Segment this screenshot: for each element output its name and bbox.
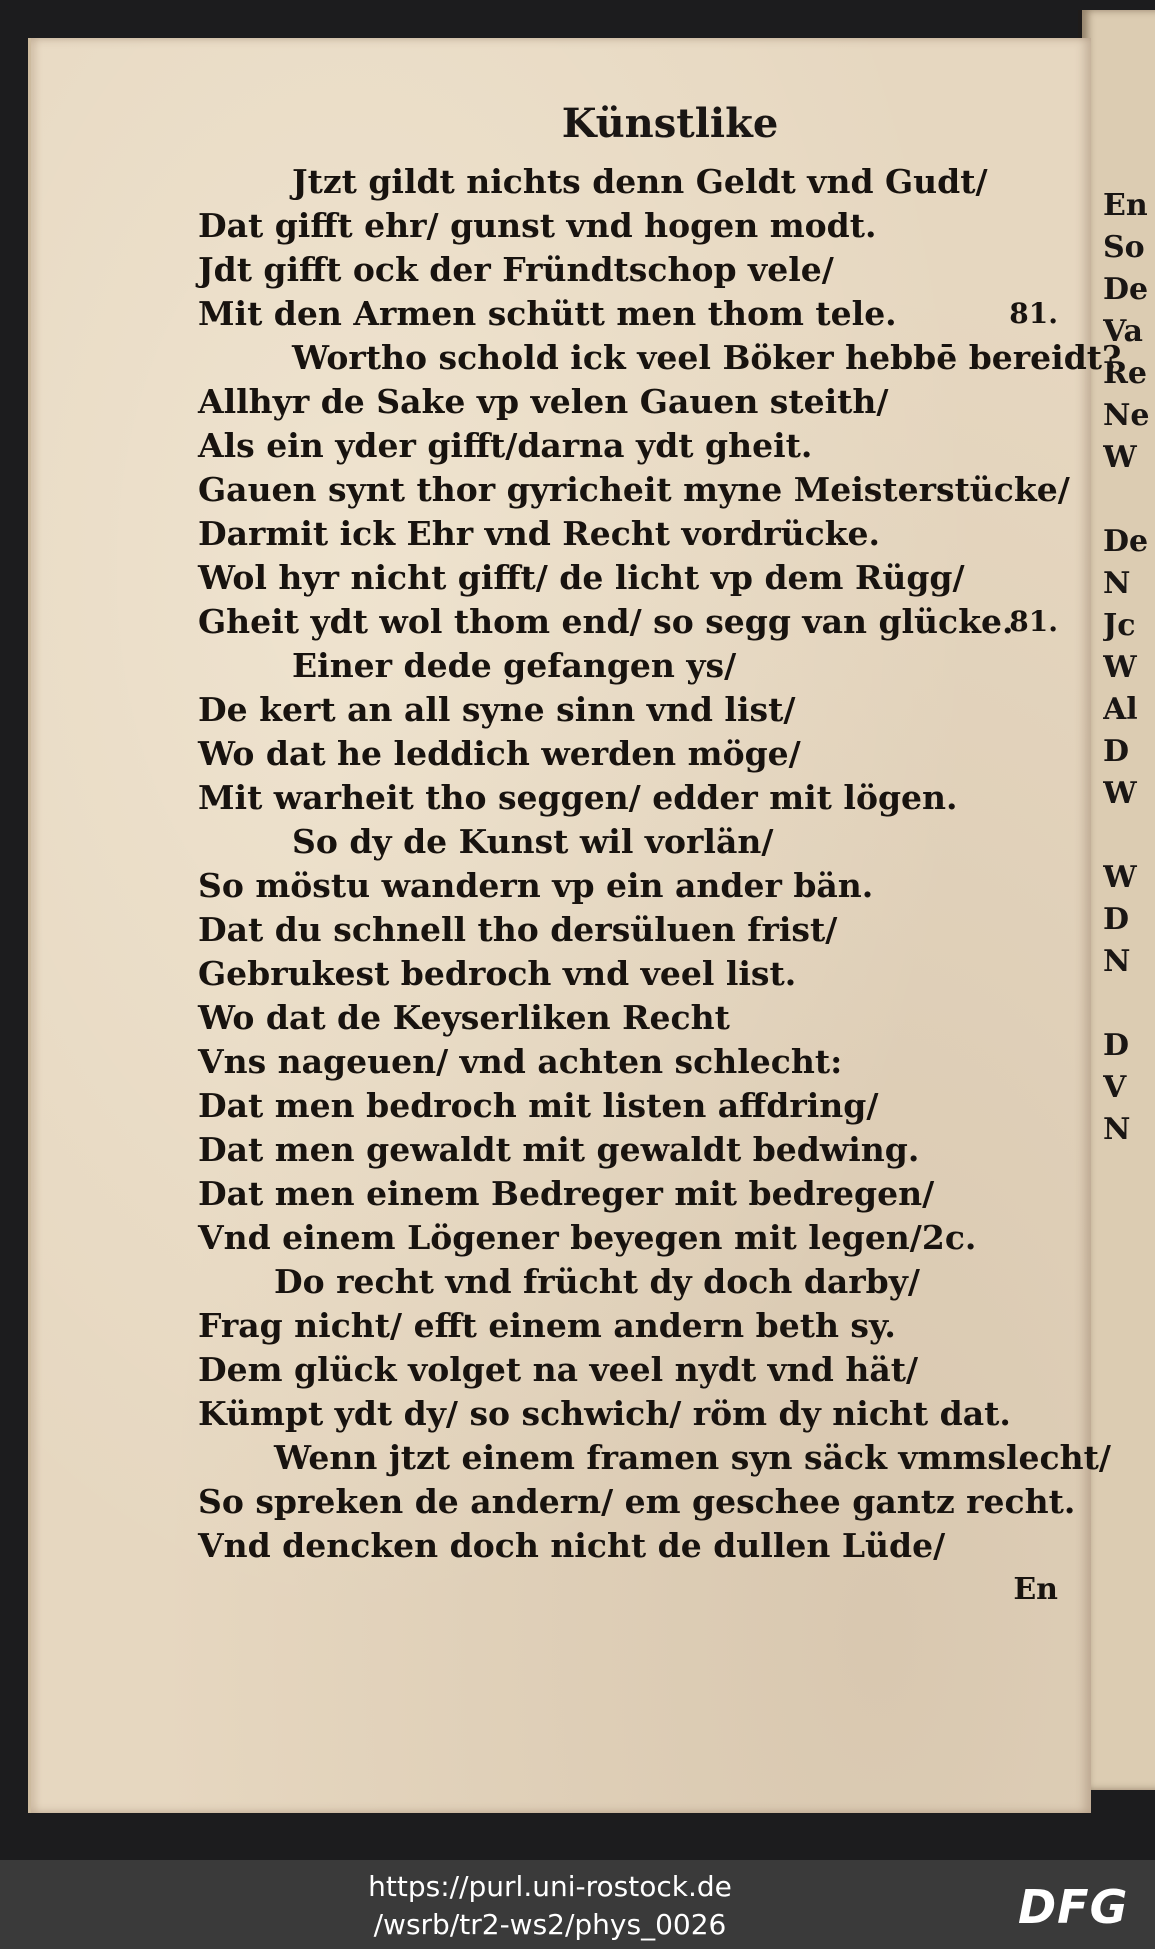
facing-page-fragment (1103, 815, 1155, 857)
viewer-footer (0, 1860, 1155, 1949)
text-line (198, 952, 1058, 996)
permalink-line-1[interactable]: https://purl.uni-rostock.de (368, 1870, 732, 1903)
line-text: Dat men gewaldt mit gewaldt bedwing. (198, 1130, 920, 1169)
permalink[interactable] (300, 1868, 800, 1944)
facing-page-fragments (1103, 185, 1155, 1151)
line-text: Vns nageuen/ vnd achten schlecht: (198, 1042, 843, 1081)
text-line (198, 1128, 1058, 1172)
facing-page-fragment: En (1103, 188, 1148, 223)
text-line (198, 776, 1058, 820)
facing-page-fragment: V (1103, 1070, 1127, 1105)
text-line (198, 1260, 1058, 1304)
facing-page-fragment (1103, 479, 1155, 521)
text-line (198, 160, 1058, 204)
facing-page-fragment (1103, 983, 1155, 1025)
text-line (198, 1436, 1111, 1480)
line-text: Darmit ick Ehr vnd Recht vordrücke. (198, 514, 881, 553)
line-text: So spreken de andern/ em geschee gantz recht. (198, 1482, 1076, 1521)
line-text: Dat du schnell tho dersüluen frist/ (198, 910, 838, 949)
facing-page-fragment: Jc (1103, 608, 1136, 643)
facing-page-fragment: N (1103, 566, 1131, 601)
facing-page-fragment: D (1103, 902, 1130, 937)
line-text: Gheit ydt wol thom end/ so segg van glücke. (198, 602, 1014, 641)
text-line (198, 1304, 1058, 1348)
facing-page-fragment: Va (1103, 314, 1143, 349)
permalink-line-2[interactable]: /wsrb/tr2-ws2/phys_0026 (373, 1908, 727, 1941)
text-line (198, 1568, 1058, 1612)
text-line (198, 1216, 1058, 1260)
facing-page-fragment: W (1103, 776, 1137, 811)
text-line (198, 512, 1058, 556)
text-line (198, 380, 1058, 424)
text-line (198, 424, 1058, 468)
text-line (198, 820, 1058, 864)
line-text: Vnd dencken doch nicht de dullen Lüde/ (198, 1526, 946, 1565)
line-text: So möstu wandern vp ein ander bän. (198, 866, 874, 905)
facing-page-fragment: W (1103, 860, 1137, 895)
dfg-logo: DFG (1018, 1880, 1129, 1934)
line-number: 81. (1009, 605, 1058, 638)
facing-page-fragment: So (1103, 230, 1145, 265)
line-text: Gauen synt thor gyricheit myne Meisterstücke/ (198, 470, 1070, 509)
line-text: De kert an all syne sinn vnd list/ (198, 690, 796, 729)
text-line (198, 1040, 1058, 1084)
line-text: Mit warheit tho seggen/ edder mit lögen. (198, 778, 958, 817)
line-text: Als ein yder gifft/darna ydt gheit. (198, 426, 813, 465)
facing-page-fragment: W (1103, 440, 1137, 475)
text-line (198, 556, 1058, 600)
facing-page-fragment: Re (1103, 356, 1148, 391)
line-text: Gebrukest bedroch vnd veel list. (198, 954, 797, 993)
line-text: Do recht vnd frücht dy doch darby/ (274, 1262, 920, 1301)
running-title: Künstlike (561, 100, 779, 147)
line-text: Dat gifft ehr/ gunst vnd hogen modt. (198, 206, 877, 245)
line-text: Jdt gifft ock der Fründtschop vele/ (198, 250, 834, 289)
line-text: Wol hyr nicht gifft/ de licht vp dem Rügg/ (198, 558, 965, 597)
text-line (198, 600, 1058, 644)
text-line (198, 996, 1058, 1040)
facing-page-fragment: D (1103, 734, 1130, 769)
line-text: Dat men einem Bedreger mit bedregen/ (198, 1174, 935, 1213)
text-line (198, 644, 1058, 688)
catchword: En (1013, 1572, 1058, 1607)
line-text: Einer dede gefangen ys/ (292, 646, 737, 685)
facing-page-fragment: Al (1103, 692, 1138, 727)
facing-page-fragment: De (1103, 524, 1149, 559)
line-text: Dem glück volget na veel nydt vnd hät/ (198, 1350, 919, 1389)
line-text: So dy de Kunst wil vorlän/ (292, 822, 774, 861)
line-text: Jtzt gildt nichts denn Geldt vnd Gudt/ (292, 162, 988, 201)
text-line (198, 908, 1058, 952)
text-line (198, 1392, 1058, 1436)
line-text: Vnd einem Lögener beyegen mit legen/2c. (198, 1218, 977, 1257)
line-text: Kümpt ydt dy/ so schwich/ röm dy nicht dat. (198, 1394, 1011, 1433)
line-text: Dat men bedroch mit listen affdring/ (198, 1086, 879, 1125)
line-text: Frag nicht/ efft einem andern beth sy. (198, 1306, 896, 1345)
facing-page-fragment: De (1103, 272, 1149, 307)
text-line (198, 468, 1070, 512)
text-line (198, 688, 1058, 732)
text-line (198, 204, 1058, 248)
facing-page-fragment: W (1103, 650, 1137, 685)
facing-page-fragment: D (1103, 1028, 1130, 1063)
text-line (198, 732, 1058, 776)
line-text: Wo dat de Keyserliken Recht (198, 998, 730, 1037)
text-line (198, 336, 1122, 380)
text-line (198, 292, 1058, 336)
line-number: 81. (1009, 297, 1058, 330)
text-line (198, 1524, 1058, 1568)
facing-page-fragment: N (1103, 944, 1131, 979)
text-line (198, 1480, 1076, 1524)
line-text: Mit den Armen schütt men thom tele. (198, 294, 897, 333)
line-text: Wo dat he leddich werden möge/ (198, 734, 801, 773)
facing-page-fragment: Ne (1103, 398, 1150, 433)
text-line (198, 864, 1058, 908)
line-text: Allhyr de Sake vp velen Gauen steith/ (198, 382, 889, 421)
line-text: Wortho schold ick veel Böker hebbē bereidt? (292, 338, 1122, 377)
text-line (198, 1084, 1058, 1128)
line-text: Wenn jtzt einem framen syn säck vmmslecht/ (274, 1438, 1111, 1477)
text-line (198, 248, 1058, 292)
facing-page-fragment: N (1103, 1112, 1131, 1147)
text-line (198, 1172, 1058, 1216)
running-title-wrap (20, 100, 1155, 147)
text-line (198, 1348, 1058, 1392)
